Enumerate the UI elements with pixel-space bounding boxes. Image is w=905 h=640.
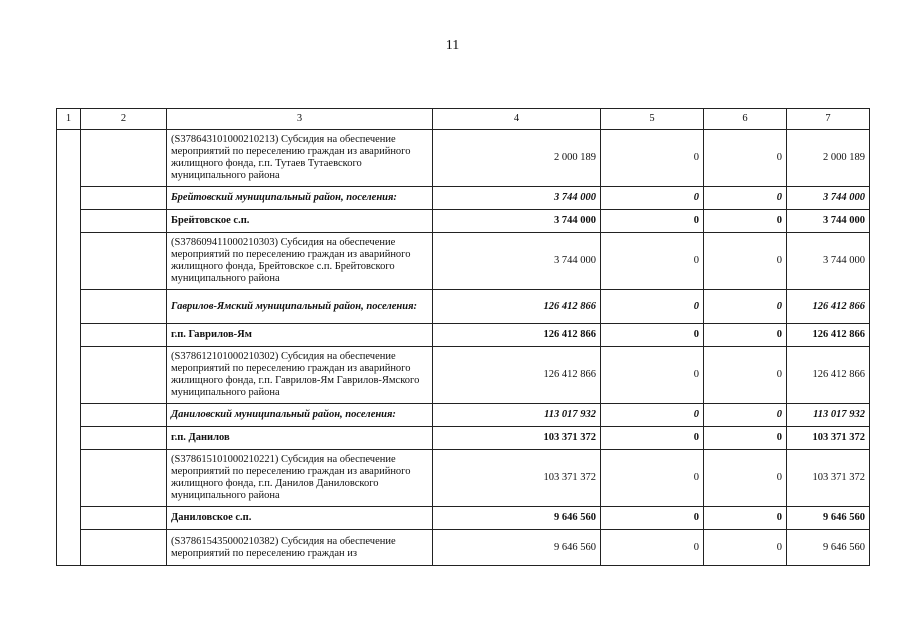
row-cell-col-6: 0 xyxy=(704,427,787,450)
row-cell-col-7: 103 371 372 xyxy=(787,427,870,450)
row-cell-col-6: 0 xyxy=(704,233,787,290)
row-cell-name: (S37864310100021021З) Субсидия на обеспечение мероприятий по переселению граждан из аварийного жилищного фонда, г.п. Тутаев Тутаевского муниципального района xyxy=(167,130,433,187)
row-cell-col-5: 0 xyxy=(601,324,704,347)
row-cell-col-7: 3 744 000 xyxy=(787,233,870,290)
row-cell-col-4: 3 744 000 xyxy=(433,210,601,233)
table-row xyxy=(57,450,870,507)
table-row xyxy=(57,324,870,347)
row-cell-col-4: 3 744 000 xyxy=(433,187,601,210)
row-cell-col-7: 3 744 000 xyxy=(787,187,870,210)
row-cell-name: Брейтовский муниципальный район, поселения: xyxy=(167,187,433,210)
row-cell-name: г.п. Гаврилов-Ям xyxy=(167,324,433,347)
row-cell-col-6: 0 xyxy=(704,530,787,566)
row-cell-col-6: 0 xyxy=(704,130,787,187)
header-col-7: 7 xyxy=(787,109,870,130)
row-cell-col-5: 0 xyxy=(601,427,704,450)
row-cell-col-2 xyxy=(81,324,167,347)
row-cell-col-2 xyxy=(81,290,167,324)
row-cell-col-5: 0 xyxy=(601,450,704,507)
row-cell-col-6: 0 xyxy=(704,210,787,233)
row-cell-col-7: 3 744 000 xyxy=(787,210,870,233)
table-row xyxy=(57,210,870,233)
row-cell-col-1 xyxy=(57,130,81,566)
row-cell-col-4: 9 646 560 xyxy=(433,507,601,530)
row-cell-name: Даниловское с.п. xyxy=(167,507,433,530)
row-cell-name: (S378615101000210221) Субсидия на обеспечение мероприятий по переселению граждан из аварийного жилищного фонда, г.п. Данилов Даниловского муниципального района xyxy=(167,450,433,507)
table-row xyxy=(57,130,870,187)
header-col-3: 3 xyxy=(167,109,433,130)
row-cell-col-7: 2 000 189 xyxy=(787,130,870,187)
row-cell-col-5: 0 xyxy=(601,290,704,324)
row-cell-col-2 xyxy=(81,233,167,290)
table-row xyxy=(57,187,870,210)
row-cell-col-2 xyxy=(81,187,167,210)
header-col-6: 6 xyxy=(704,109,787,130)
row-cell-col-4: 103 371 372 xyxy=(433,427,601,450)
row-cell-col-4: 126 412 866 xyxy=(433,347,601,404)
table-row xyxy=(57,404,870,427)
row-cell-col-2 xyxy=(81,450,167,507)
table-row xyxy=(57,347,870,404)
row-cell-col-4: 9 646 560 xyxy=(433,530,601,566)
table-row xyxy=(57,427,870,450)
table-body xyxy=(57,109,870,566)
row-cell-name: (S378609411000210303) Субсидия на обеспечение мероприятий по переселению граждан из аварийного жилищного фонда, Брейтовское с.п. Брейтовского муниципального района xyxy=(167,233,433,290)
row-cell-col-5: 0 xyxy=(601,233,704,290)
table-header-row xyxy=(57,109,870,130)
row-cell-col-2 xyxy=(81,404,167,427)
row-cell-name: (S378612101000210302) Субсидия на обеспечение мероприятий по переселению граждан из аварийного жилищного фонда, г.п. Гаврилов-Ям Гаврилов-Ямского муниципального района xyxy=(167,347,433,404)
row-cell-col-6: 0 xyxy=(704,450,787,507)
row-cell-col-6: 0 xyxy=(704,507,787,530)
row-cell-col-6: 0 xyxy=(704,347,787,404)
row-cell-name: г.п. Данилов xyxy=(167,427,433,450)
row-cell-col-5: 0 xyxy=(601,130,704,187)
row-cell-col-2 xyxy=(81,427,167,450)
table-row xyxy=(57,530,870,566)
row-cell-col-5: 0 xyxy=(601,347,704,404)
row-cell-col-7: 103 371 372 xyxy=(787,450,870,507)
row-cell-col-4: 3 744 000 xyxy=(433,233,601,290)
table-row xyxy=(57,233,870,290)
page-number: 11 xyxy=(445,38,460,53)
row-cell-name: Гаврилов-Ямский муниципальный район, поселения: xyxy=(167,290,433,324)
row-cell-col-6: 0 xyxy=(704,324,787,347)
row-cell-col-2 xyxy=(81,210,167,233)
row-cell-col-4: 126 412 866 xyxy=(433,324,601,347)
row-cell-col-4: 126 412 866 xyxy=(433,290,601,324)
row-cell-col-4: 2 000 189 xyxy=(433,130,601,187)
row-cell-col-6: 0 xyxy=(704,290,787,324)
row-cell-col-7: 126 412 866 xyxy=(787,324,870,347)
row-cell-col-2 xyxy=(81,347,167,404)
row-cell-col-7: 113 017 932 xyxy=(787,404,870,427)
budget-table xyxy=(56,108,870,566)
row-cell-col-2 xyxy=(81,507,167,530)
row-cell-col-5: 0 xyxy=(601,404,704,427)
header-col-4: 4 xyxy=(433,109,601,130)
header-col-5: 5 xyxy=(601,109,704,130)
row-cell-col-6: 0 xyxy=(704,404,787,427)
row-cell-col-5: 0 xyxy=(601,530,704,566)
row-cell-col-7: 126 412 866 xyxy=(787,290,870,324)
row-cell-name: Брейтовское с.п. xyxy=(167,210,433,233)
row-cell-col-2 xyxy=(81,130,167,187)
header-col-1: 1 xyxy=(57,109,81,130)
row-cell-col-5: 0 xyxy=(601,187,704,210)
table-row xyxy=(57,290,870,324)
row-cell-col-6: 0 xyxy=(704,187,787,210)
row-cell-col-4: 113 017 932 xyxy=(433,404,601,427)
row-cell-col-7: 9 646 560 xyxy=(787,530,870,566)
row-cell-col-7: 9 646 560 xyxy=(787,507,870,530)
row-cell-col-4: 103 371 372 xyxy=(433,450,601,507)
row-cell-name: Даниловский муниципальный район, поселения: xyxy=(167,404,433,427)
table-row xyxy=(57,507,870,530)
row-cell-col-7: 126 412 866 xyxy=(787,347,870,404)
row-cell-col-5: 0 xyxy=(601,210,704,233)
row-cell-name: (S378615435000210382) Субсидия на обеспечение мероприятий по переселению граждан из xyxy=(167,530,433,566)
header-col-2: 2 xyxy=(81,109,167,130)
row-cell-col-2 xyxy=(81,530,167,566)
row-cell-col-5: 0 xyxy=(601,507,704,530)
